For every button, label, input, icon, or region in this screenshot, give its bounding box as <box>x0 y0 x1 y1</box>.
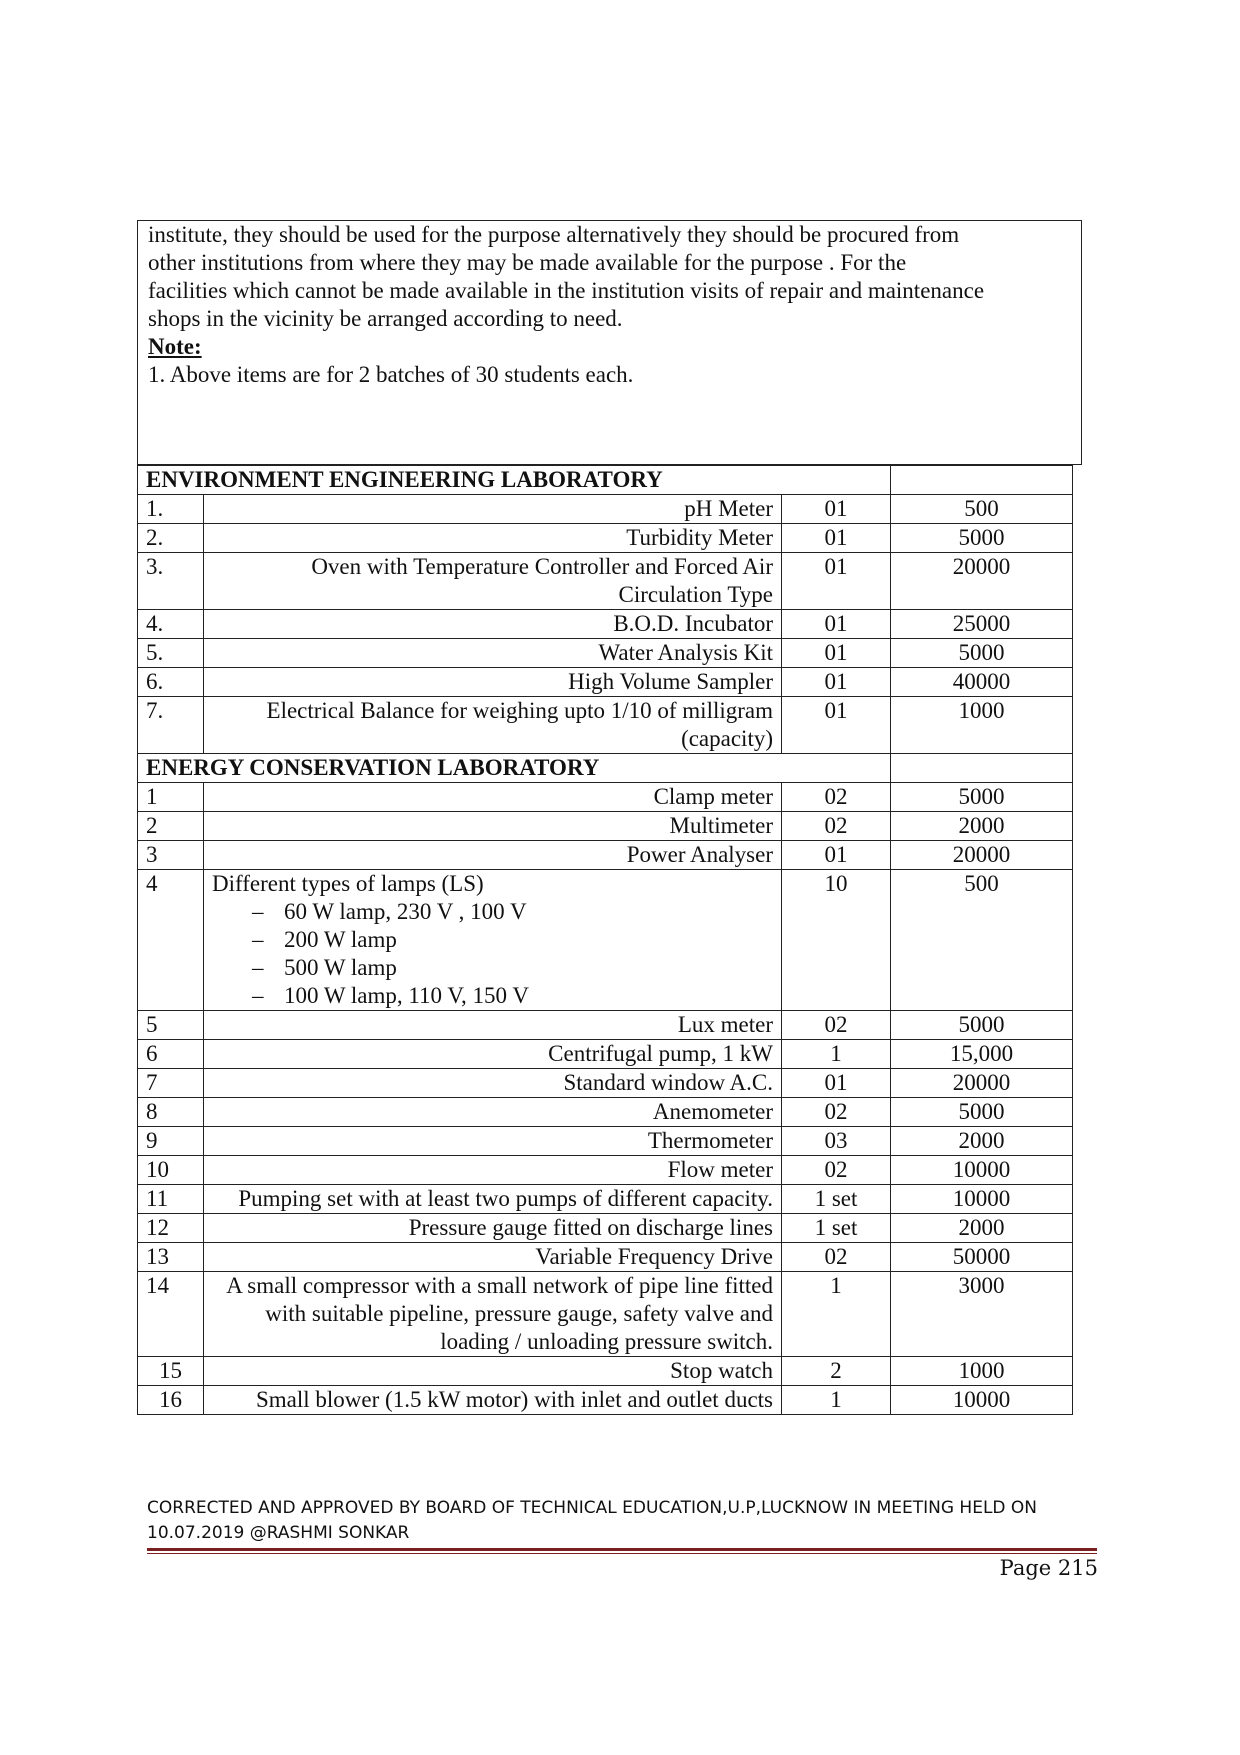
quantity-cell: 02 <box>782 1243 891 1272</box>
quantity-cell: 01 <box>782 668 891 697</box>
table-row <box>138 495 1073 524</box>
item-name-cell: Turbidity Meter <box>204 524 782 553</box>
table-row <box>138 610 1073 639</box>
serial-number-cell: 7 <box>138 1069 204 1098</box>
item-name-cell: Anemometer <box>204 1098 782 1127</box>
sub-item: – 200 W lamp <box>252 926 773 954</box>
serial-number-cell: 14 <box>138 1272 204 1357</box>
intro-line: other institutions from where they may be made available for the purpose . For the <box>148 250 907 275</box>
sub-item: – 500 W lamp <box>252 954 773 982</box>
serial-number-cell: 6. <box>138 668 204 697</box>
quantity-cell: 1 <box>782 1386 891 1415</box>
table-row <box>138 1214 1073 1243</box>
table-row <box>138 1272 1073 1357</box>
cost-cell: 2000 <box>891 812 1073 841</box>
cost-cell: 10000 <box>891 1185 1073 1214</box>
item-name-cell: Variable Frequency Drive <box>204 1243 782 1272</box>
quantity-cell: 1 <box>782 1040 891 1069</box>
item-name-cell: Flow meter <box>204 1156 782 1185</box>
serial-number-cell: 3 <box>138 841 204 870</box>
cost-cell: 5000 <box>891 1098 1073 1127</box>
cost-cell: 50000 <box>891 1243 1073 1272</box>
serial-number-cell: 2 <box>138 812 204 841</box>
footer-rule <box>147 1548 1097 1551</box>
cost-cell: 2000 <box>891 1127 1073 1156</box>
table-row <box>138 841 1073 870</box>
quantity-cell: 01 <box>782 697 891 754</box>
table-row <box>138 812 1073 841</box>
table-row <box>138 783 1073 812</box>
quantity-cell: 02 <box>782 1098 891 1127</box>
section-title: ENVIRONMENT ENGINEERING LABORATORY <box>138 466 891 495</box>
item-name-cell: Clamp meter <box>204 783 782 812</box>
footer <box>147 1496 1097 1546</box>
quantity-cell: 1 <box>782 1272 891 1357</box>
sub-item-list <box>212 898 773 1010</box>
serial-number-cell: 3. <box>138 553 204 610</box>
table-row <box>138 1040 1073 1069</box>
section-blank-cell <box>891 466 1073 495</box>
item-name-cell: Stop watch <box>204 1357 782 1386</box>
table-row <box>138 553 1073 610</box>
quantity-cell: 1 set <box>782 1214 891 1243</box>
sub-item: – 100 W lamp, 110 V, 150 V <box>252 982 773 1010</box>
cost-cell: 20000 <box>891 841 1073 870</box>
serial-number-cell: 7. <box>138 697 204 754</box>
cost-cell: 25000 <box>891 610 1073 639</box>
note-item: 1. Above items are for 2 batches of 30 students each. <box>148 362 634 387</box>
serial-number-cell: 1. <box>138 495 204 524</box>
quantity-cell: 02 <box>782 1011 891 1040</box>
table-row <box>138 524 1073 553</box>
serial-number-cell: 5. <box>138 639 204 668</box>
table-row <box>138 1185 1073 1214</box>
footer-line: 10.07.2019 @RASHMI SONKAR <box>147 1523 410 1543</box>
quantity-cell: 1 set <box>782 1185 891 1214</box>
table-row <box>138 870 1073 1011</box>
cost-cell: 40000 <box>891 668 1073 697</box>
cost-cell: 10000 <box>891 1156 1073 1185</box>
quantity-cell: 01 <box>782 639 891 668</box>
quantity-cell: 01 <box>782 524 891 553</box>
item-name-cell: Oven with Temperature Controller and Forced Air Circulation Type <box>204 553 782 610</box>
intro-line: facilities which cannot be made available in the institution visits of repair and maintenance <box>148 278 985 303</box>
item-name-cell: B.O.D. Incubator <box>204 610 782 639</box>
cost-cell: 500 <box>891 870 1073 1011</box>
table-row <box>138 1357 1073 1386</box>
cost-cell: 20000 <box>891 553 1073 610</box>
serial-number-cell: 2. <box>138 524 204 553</box>
quantity-cell: 01 <box>782 1069 891 1098</box>
item-name-cell: Multimeter <box>204 812 782 841</box>
section-blank-cell <box>891 754 1073 783</box>
serial-number-cell: 11 <box>138 1185 204 1214</box>
cost-cell: 1000 <box>891 697 1073 754</box>
cost-cell: 15,000 <box>891 1040 1073 1069</box>
item-name-cell: Thermometer <box>204 1127 782 1156</box>
table-row <box>138 1127 1073 1156</box>
quantity-cell: 01 <box>782 553 891 610</box>
item-name-cell: Water Analysis Kit <box>204 639 782 668</box>
item-name-cell: pH Meter <box>204 495 782 524</box>
item-name-cell: Power Analyser <box>204 841 782 870</box>
item-name-cell: High Volume Sampler <box>204 668 782 697</box>
serial-number-cell: 13 <box>138 1243 204 1272</box>
serial-number-cell: 9 <box>138 1127 204 1156</box>
table-row <box>138 1011 1073 1040</box>
note-heading: Note: <box>148 334 202 359</box>
table-row <box>138 1386 1073 1415</box>
intro-line: institute, they should be used for the purpose alternatively they should be procured from <box>148 222 960 247</box>
intro-box <box>137 220 1082 465</box>
quantity-cell: 01 <box>782 610 891 639</box>
item-name-cell: A small compressor with a small network of pipe line fitted with suitable pipeline, pressure gauge, safety valve and loading / unloading pressure switch. <box>204 1272 782 1357</box>
item-name-cell <box>204 870 782 1011</box>
serial-number-cell: 6 <box>138 1040 204 1069</box>
item-name-cell: Centrifugal pump, 1 kW <box>204 1040 782 1069</box>
serial-number-cell: 1 <box>138 783 204 812</box>
cost-cell: 5000 <box>891 783 1073 812</box>
section-title: ENERGY CONSERVATION LABORATORY <box>138 754 891 783</box>
quantity-cell: 2 <box>782 1357 891 1386</box>
quantity-cell: 01 <box>782 841 891 870</box>
item-name-cell: Lux meter <box>204 1011 782 1040</box>
footer-rule <box>147 1553 1097 1554</box>
table-row <box>138 1098 1073 1127</box>
table-row <box>138 1069 1073 1098</box>
table-row <box>138 639 1073 668</box>
table-row <box>138 1156 1073 1185</box>
cost-cell: 5000 <box>891 1011 1073 1040</box>
cost-cell: 2000 <box>891 1214 1073 1243</box>
table-row <box>138 668 1073 697</box>
quantity-cell: 03 <box>782 1127 891 1156</box>
cost-cell: 500 <box>891 495 1073 524</box>
section-header-row <box>138 466 1073 495</box>
serial-number-cell: 15 <box>138 1357 204 1386</box>
section-header-row <box>138 754 1073 783</box>
quantity-cell: 10 <box>782 870 891 1011</box>
quantity-cell: 02 <box>782 783 891 812</box>
item-name: Different types of lamps (LS) <box>212 871 484 896</box>
table-row <box>138 1243 1073 1272</box>
serial-number-cell: 5 <box>138 1011 204 1040</box>
cost-cell: 5000 <box>891 524 1073 553</box>
quantity-cell: 02 <box>782 812 891 841</box>
item-name-cell: Pressure gauge fitted on discharge lines <box>204 1214 782 1243</box>
serial-number-cell: 12 <box>138 1214 204 1243</box>
intro-line: shops in the vicinity be arranged according to need. <box>148 306 623 331</box>
page-number: Page 215 <box>999 1556 1098 1580</box>
item-name-cell: Pumping set with at least two pumps of different capacity. <box>204 1185 782 1214</box>
quantity-cell: 02 <box>782 1156 891 1185</box>
cost-cell: 3000 <box>891 1272 1073 1357</box>
item-name-cell: Small blower (1.5 kW motor) with inlet and outlet ducts <box>204 1386 782 1415</box>
serial-number-cell: 10 <box>138 1156 204 1185</box>
serial-number-cell: 4. <box>138 610 204 639</box>
cost-cell: 20000 <box>891 1069 1073 1098</box>
cost-cell: 5000 <box>891 639 1073 668</box>
serial-number-cell: 8 <box>138 1098 204 1127</box>
serial-number-cell: 16 <box>138 1386 204 1415</box>
cost-cell: 10000 <box>891 1386 1073 1415</box>
sub-item: – 60 W lamp, 230 V , 100 V <box>252 898 773 926</box>
item-name-cell: Electrical Balance for weighing upto 1/10 of milligram (capacity) <box>204 697 782 754</box>
table-row <box>138 697 1073 754</box>
cost-cell: 1000 <box>891 1357 1073 1386</box>
serial-number-cell: 4 <box>138 870 204 1011</box>
footer-line: CORRECTED AND APPROVED BY BOARD OF TECHNICAL EDUCATION,U.P,LUCKNOW IN MEETING HELD ON <box>147 1498 1038 1518</box>
quantity-cell: 01 <box>782 495 891 524</box>
equipment-table <box>137 465 1073 1415</box>
item-name-cell: Standard window A.C. <box>204 1069 782 1098</box>
